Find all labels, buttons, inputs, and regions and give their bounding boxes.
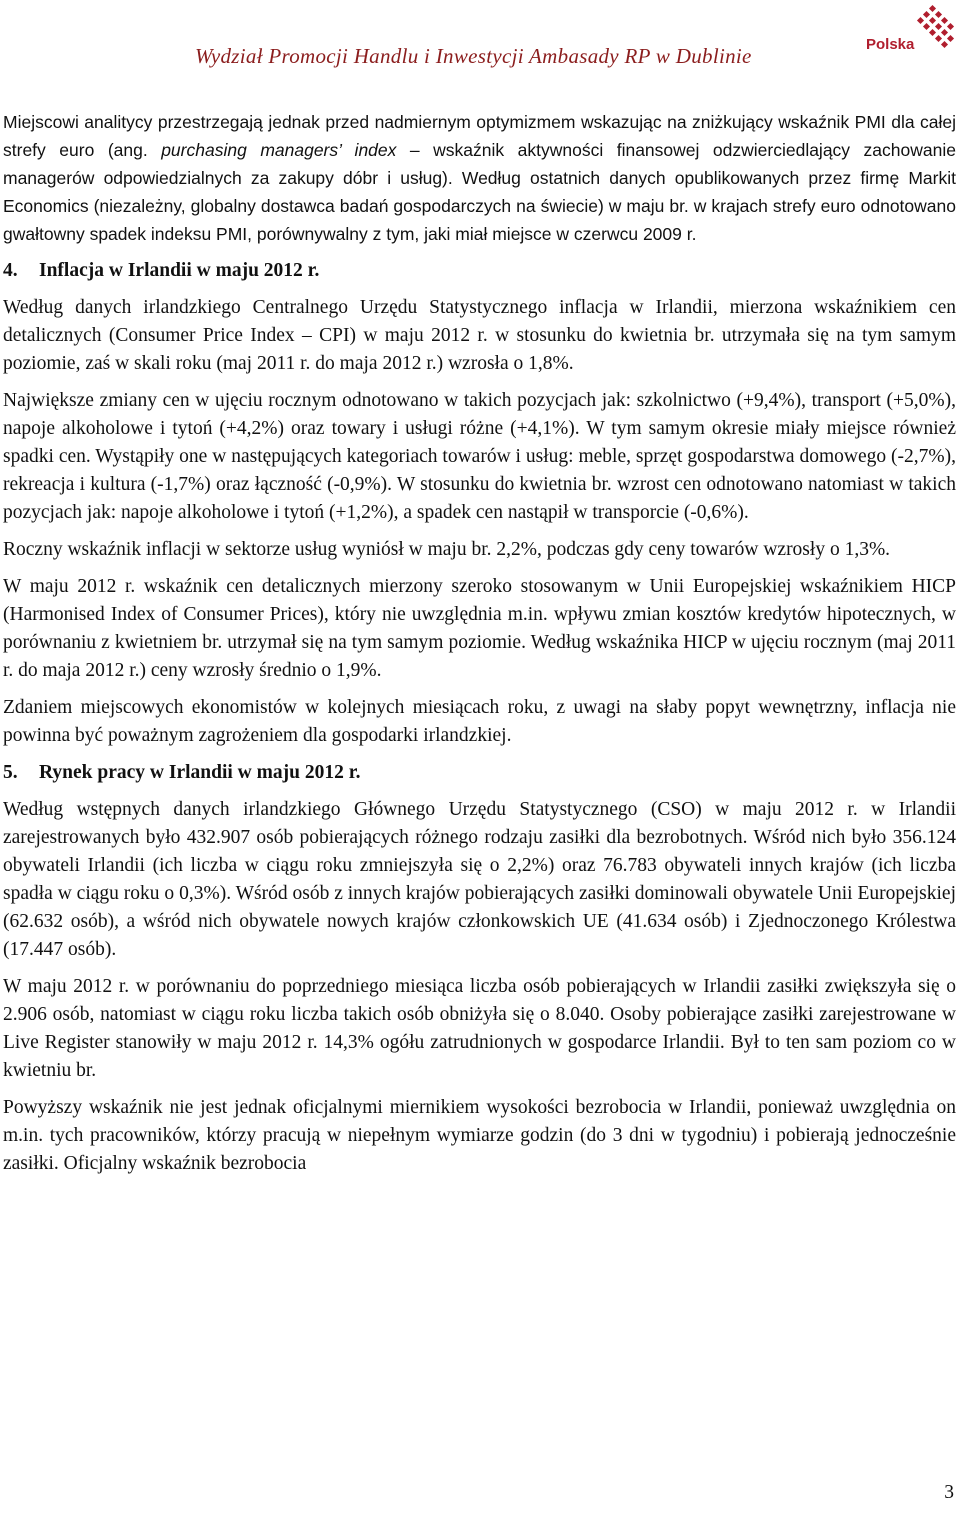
heading-text: Rynek pracy w Irlandii w maju 2012 r. bbox=[39, 762, 361, 783]
header-title: Wydział Promocji Handlu i Inwestycji Ambasady RP w Dublinie bbox=[195, 44, 752, 68]
paragraph-inflation: Według danych irlandzkiego Centralnego Urzędu Statystycznego inflacja w Irlandii, mierzona wskaźnikiem cen detalicznych (Consumer Price Index – CPI) w maju 2012 r. w stosunku do kwietnia br. utrzymała się na tym samym poziomie, zaś w skali roku (maj 2011 r. do maja 2012 r.) wzrosła o 1,8%. bbox=[3, 297, 956, 374]
document-body bbox=[3, 108, 956, 1187]
logo-text: Polska bbox=[866, 36, 915, 53]
text-segment: Miejscowi analitycy przestrzegają jednak przed nadmiernym optymizmem wskazując na zniżkujący wskaźnik PMI dla całej strefy euro (ang. bbox=[3, 112, 956, 160]
paragraph-hicp: W maju 2012 r. wskaźnik cen detalicznych mierzony szeroko stosowanym w Unii Europejskiej wskaźnikiem HICP (Harmonised Index of Consumer Prices), który nie uwzględnia m.in. wpływu zmian kosztów kredytów hipotecznych, w porównaniu z kwietniem br. utrzymał się na tym samym poziomie. Według wskaźnika HICP w ujęciu rocznym (maj 2011 r. do maja 2012 r.) ceny wzrosły średnio o 1,9%. bbox=[3, 576, 956, 681]
text-segment: Według ostatnich danych opublikowanych przez firmę Markit Economics (niezależny, globalny dostawca badań gospodarczych na świecie) w maju br. w krajach strefy euro odnotowano gwałtowny spadek indeksu PMI, porównywalny z tym, jaki miał miejsce w czerwcu 2009 r. bbox=[3, 168, 956, 244]
section-heading-4 bbox=[3, 257, 956, 285]
page-number: 3 bbox=[944, 1482, 954, 1503]
paragraph-unemployment: Według wstępnych danych irlandzkiego Głównego Urzędu Statystycznego (CSO) w maju 2012 r. w Irlandii zarejestrowanych było 432.907 osób pobierających różnego rodzaju zasiłki dla bezrobotnych. Wśród nich było 356.124 obywateli Irlandii (ich liczba w ciągu roku zmniejszyła się o 2,2%) oraz 76.783 obywateli innych krajów (ich liczba spadła w ciągu roku o 0,3%). Wśród osób z innych krajów pobierających zasiłki dominowali obywatele Unii Europejskiej (62.632 osób), a wśród nich obywatele nowych krajów członkowskich UE (41.634 osób) i Zjednoczonego Królestwa (17.447 osób). bbox=[3, 799, 956, 960]
heading-number: 5. bbox=[3, 762, 18, 783]
italic-term: purchasing managers’ index bbox=[161, 140, 397, 160]
heading-text: Inflacja w Irlandii w maju 2012 r. bbox=[39, 260, 320, 281]
paragraph-economists: Zdaniem miejscowych ekonomistów w kolejnych miesiącach roku, z uwagi na słaby popyt wewnętrzny, inflacja nie powinna być poważnym zagrożeniem dla gospodarki irlandzkiej. bbox=[3, 697, 956, 746]
paragraph-services-inflation: Roczny wskaźnik inflacji w sektorze usług wyniósł w maju br. 2,2%, podczas gdy ceny towarów wzrosły o 1,3%. bbox=[3, 539, 891, 560]
polska-logo bbox=[848, 4, 958, 74]
paragraph-official-rate: Powyższy wskaźnik nie jest jednak oficjalnymi miernikiem wysokości bezrobocia w Irlandii, ponieważ uwzględnia on m.in. tych pracowników, którzy pracują w niepełnym wymiarze godzin (do 3 dni w tygodniu) i pobierają jednocześnie zasiłki. Oficjalny wskaźnik bezrobocia bbox=[3, 1097, 956, 1174]
section-heading-5 bbox=[3, 759, 956, 787]
text-segment: – wskaźnik aktywności finansowej odzwierciedlający zachowanie managerów odpowiedzialnych za zakupy dóbr i usług). bbox=[3, 140, 956, 188]
page-header bbox=[0, 0, 960, 86]
paragraph-live-register: W maju 2012 r. w porównaniu do poprzedniego miesiąca liczba osób pobierających w Irlandii zasiłki zwiększyła się o 2.906 osób, natomiast w ciągu roku liczba takich osób obniżyła się o 8.040. Osoby pobierające zasiłki zarejestrowane w Live Register stanowiły w maju 2012 r. 14,3% ogółu zatrudnionych w gospodarce Irlandii. Był to ten sam poziom co w kwietniu br. bbox=[3, 976, 956, 1081]
paragraph-price-changes: Największe zmiany cen w ujęciu rocznym odnotowano w takich pozycjach jak: szkolnictwo (+9,4%), transport (+5,0%), napoje alkoholowe i tytoń (+4,2%) oraz towary i usługi różne (+4,1%). W tym samym okresie miały miejsce również spadki cen. Wystąpiły one w następujących kategoriach towarów i usług: meble, sprzęt gospodarstwa domowego (-2,7%), rekreacja i kultura (-1,7%) oraz łączność (-0,9%). W stosunku do kwietnia br. wzrost cen odnotowano natomiast w takich pozycjach jak: napoje alkoholowe i tytoń (+1,2%), a spadek cen nastąpił w transporcie (-0,6%). bbox=[3, 390, 956, 523]
paragraph-pmi bbox=[3, 108, 956, 248]
heading-number: 4. bbox=[3, 260, 18, 281]
